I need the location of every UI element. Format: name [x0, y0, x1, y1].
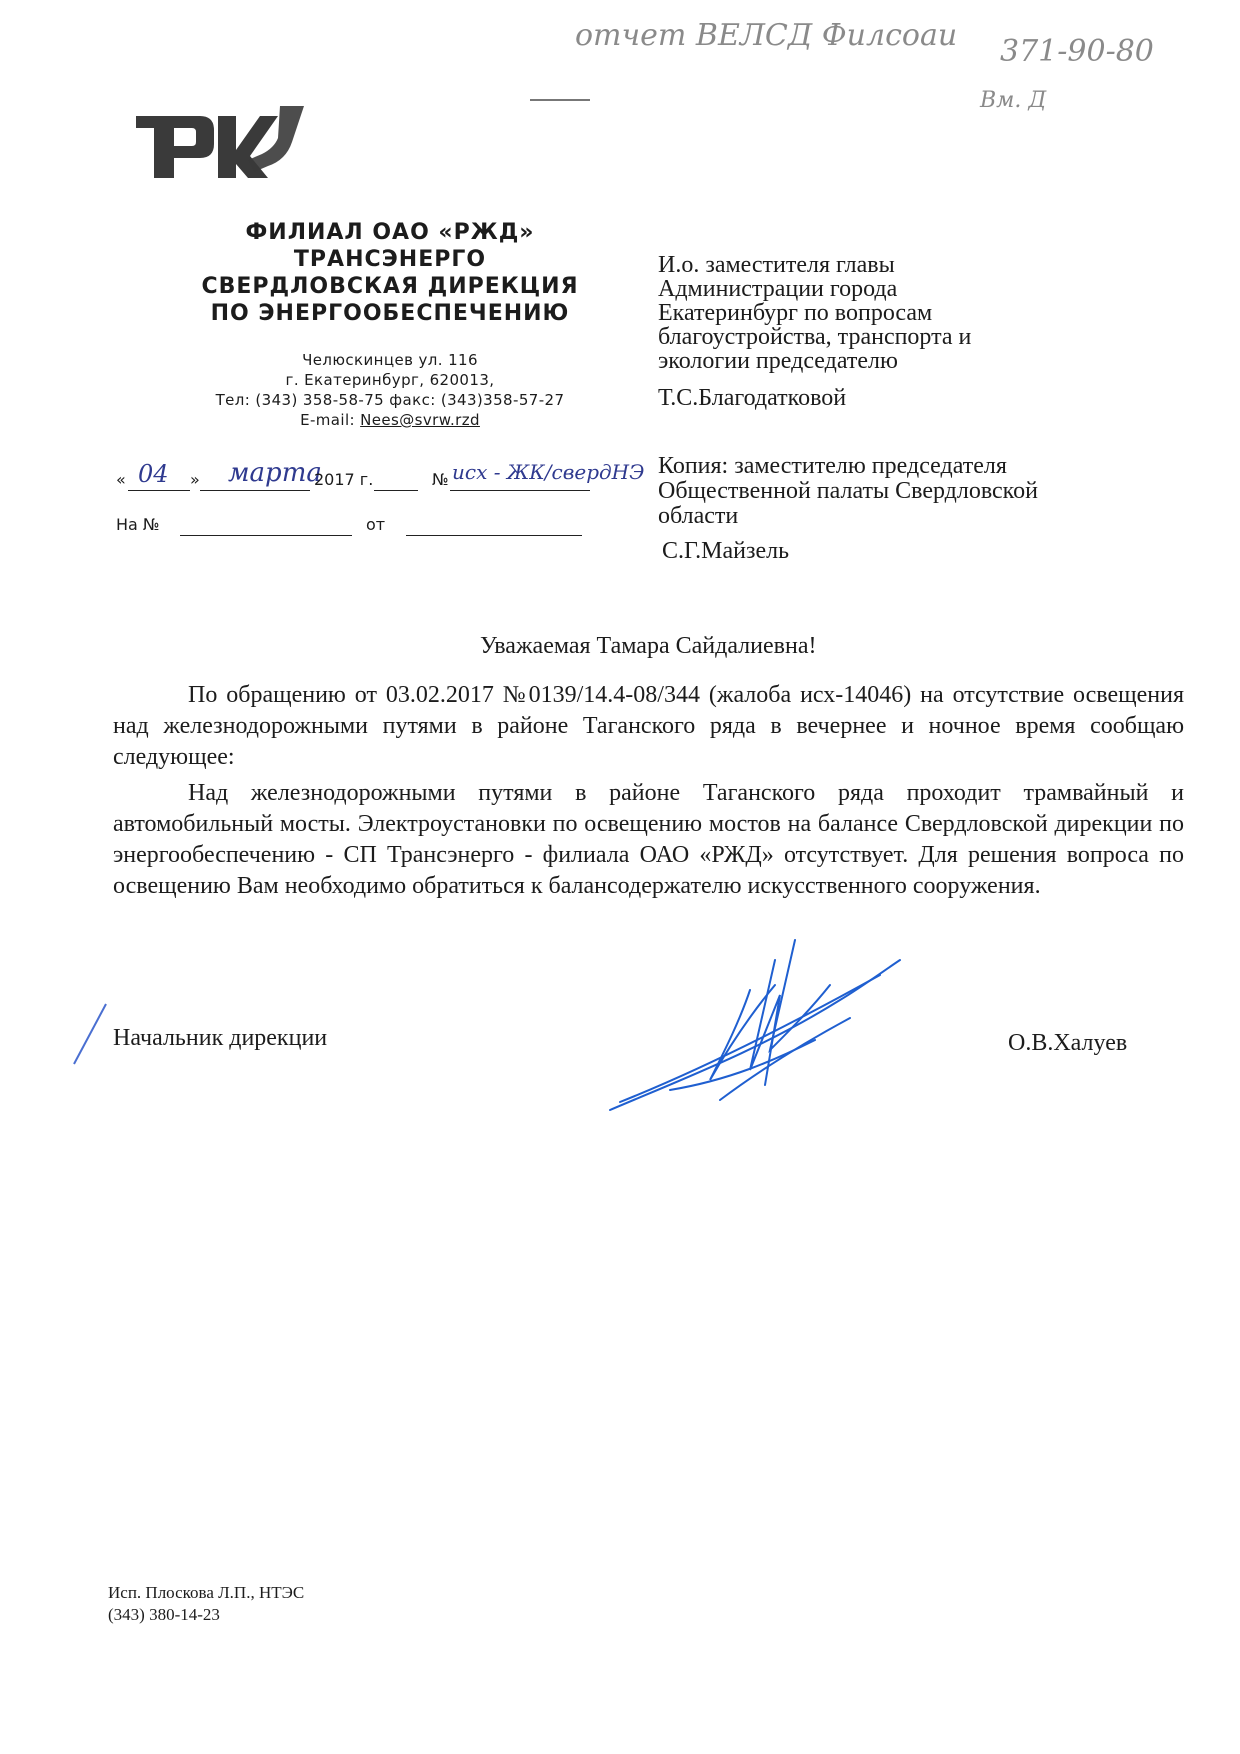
org-line-3: СВЕРДЛОВСКАЯ ДИРЕКЦИЯ [201, 274, 579, 299]
addressee-line-3: Екатеринбург по вопросам [658, 300, 933, 326]
copy-name: С.Г.Майзель [662, 538, 790, 564]
copy-line-1: Копия: заместителю председателя [658, 453, 1007, 479]
address-city: г. Екатеринбург, 620013, [285, 371, 495, 389]
email-label: E-mail: [300, 411, 361, 429]
reference-label: На № [116, 515, 160, 534]
copy-line-3: области [658, 503, 739, 529]
addressee-line-5: экологии председателю [658, 348, 898, 374]
handwritten-note: отчет ВЕЛСД Филсоаи [575, 18, 958, 53]
date-year-line [374, 490, 418, 491]
reference-from-label: от [366, 515, 386, 534]
addressee-line-1: И.о. заместителя главы [658, 252, 895, 278]
number-line [450, 490, 590, 491]
date-day-line [128, 490, 190, 491]
handwritten-subnote: Вм. Д [980, 88, 1047, 113]
outgoing-number: исх - ЖК/свердНЭ [452, 460, 645, 484]
handwritten-phone: 371-90-80 [1000, 34, 1154, 69]
org-line-2: ТРАНСЭНЕРГО [293, 247, 487, 272]
salutation: Уважаемая Тамара Сайдалиевна! [480, 633, 817, 659]
signatory-name: О.В.Халуев [1008, 1030, 1128, 1056]
pencil-mark [530, 99, 590, 101]
rzd-logo [130, 98, 310, 187]
signatory-position: Начальник дирекции [113, 1025, 328, 1051]
address-phone: Тел: (343) 358-58-75 факс: (343)358-57-27 [215, 391, 565, 409]
org-line-4: ПО ЭНЕРГООБЕСПЕЧЕНИЮ [210, 301, 570, 326]
reference-number-line [180, 535, 352, 536]
body-paragraph-1: По обращению от 03.02.2017 №0139/14.4-08/344 (жалоба исх-14046) на отсутствие освещения над железнодорожными путями в районе Таганского ряда в вечернее и ночное время сообщаю следующее: [113, 682, 1184, 770]
date-month-line [200, 490, 310, 491]
date-year: 2017 г. [314, 470, 374, 489]
addressee-line-2: Администрации города [658, 276, 898, 302]
executor-phone: (343) 380-14-23 [108, 1605, 220, 1624]
addressee-name: Т.С.Благодатковой [658, 385, 847, 411]
handwritten-signature [600, 930, 940, 1135]
date-day: 04 [138, 460, 169, 488]
address-street: Челюскинцев ул. 116 [302, 351, 478, 369]
copy-line-2: Общественной палаты Свердловской [658, 478, 1038, 504]
reference-date-line [406, 535, 582, 536]
date-open-quote: « [116, 470, 126, 489]
date-close-quote: » [190, 470, 200, 489]
executor-name: Исп. Плоскова Л.П., НТЭС [108, 1583, 305, 1602]
org-line-1: ФИЛИАЛ ОАО «РЖД» [245, 220, 535, 245]
address-email-row [150, 410, 630, 430]
number-label: № [432, 470, 449, 489]
email-link[interactable]: Nees@svrw.rzd [360, 411, 480, 429]
addressee-line-4: благоустройства, транспорта и [658, 324, 972, 350]
body-paragraph-2: Над железнодорожными путями в районе Таганского ряда проходит трамвайный и автомобильный мосты. Электроустановки по освещению мостов на балансе Свердловской дирекции по энергообеспечению - СП Трансэнерго - филиала ОАО «РЖД» отсутствует. Для решения вопроса по освещению Вам необходимо обратиться к балансодержателю искусственного сооружения. [113, 780, 1184, 899]
date-month: марта [228, 458, 322, 488]
margin-pen-stroke [70, 1000, 110, 1075]
